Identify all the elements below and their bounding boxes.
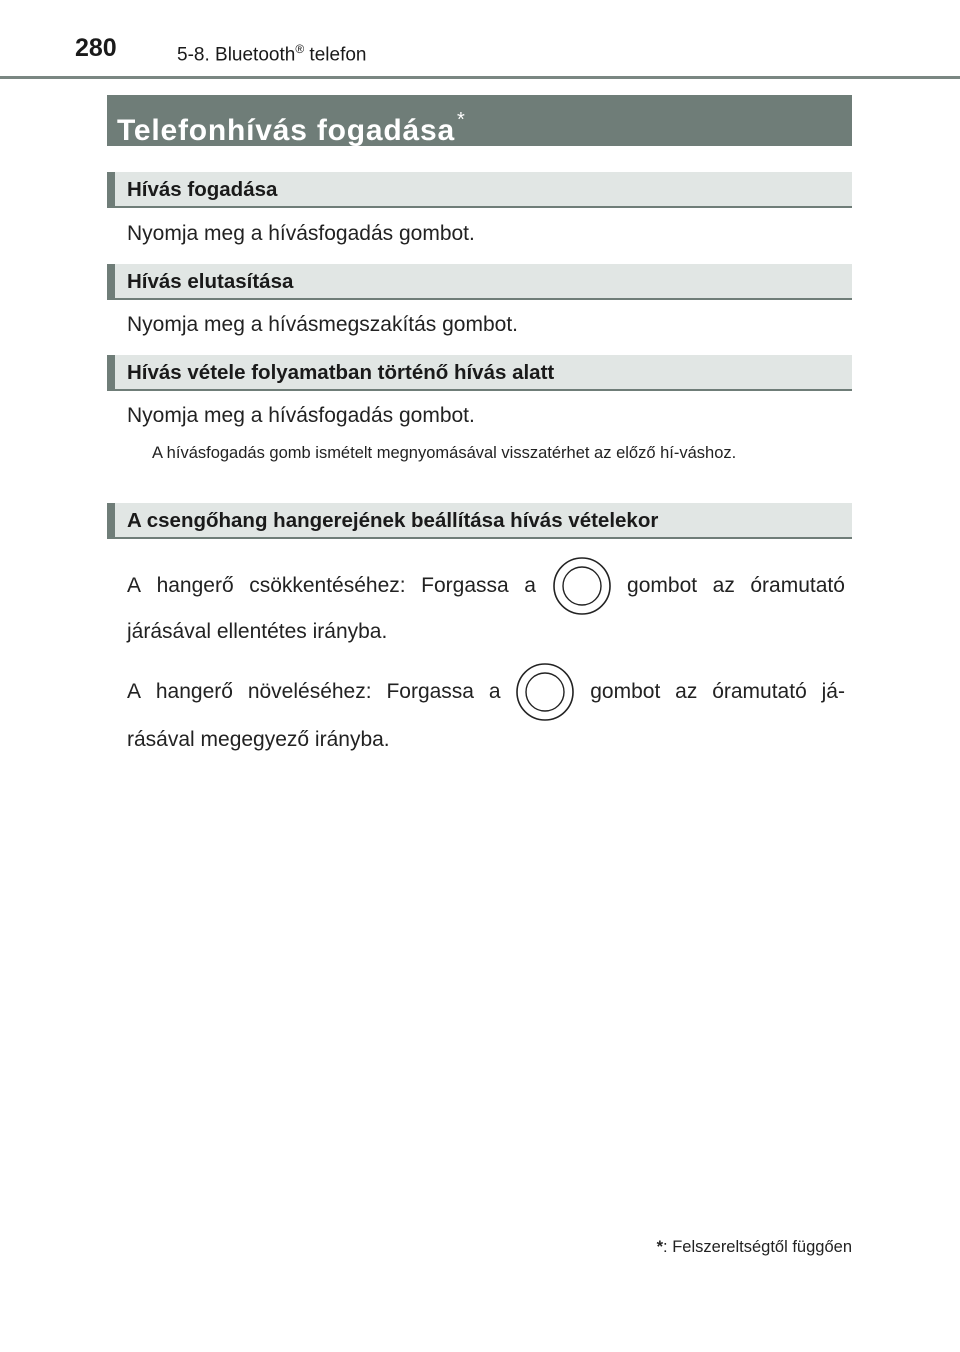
footnote: *: Felszereltségtől függően [656, 1238, 852, 1256]
page-number: 280 [75, 34, 117, 62]
page-header [0, 0, 960, 80]
volume-increase-continuation: rásával megegyező irányba. [127, 728, 390, 751]
subhead-answer-call: Hívás fogadása [107, 172, 852, 208]
volume-knob-icon [515, 662, 575, 722]
answer-call-text: Nyomja meg a hívásfogadás gombot. [127, 222, 475, 245]
call-waiting-note: A hívásfogadás gomb ismételt megnyomásával visszatérhet az előző hí-váshoz. [152, 444, 737, 462]
page-title: Telefonhívás fogadása * [107, 95, 852, 146]
volume-decrease-continuation: járásával ellentétes irányba. [127, 620, 388, 643]
title-asterisk: * [457, 109, 466, 131]
section-label: 5-8. Bluetooth® telefon [177, 42, 367, 66]
header-rule [0, 76, 960, 79]
subhead-call-waiting: Hívás vétele folyamatban történő hívás alatt [107, 355, 852, 391]
reject-call-text: Nyomja meg a hívásmegszakítás gombot. [127, 313, 519, 336]
subhead-reject-call: Hívás elutasítása [107, 264, 852, 300]
volume-decrease-line: A hangerő csökkentéséhez: Forgassa a gombot az óramutató [127, 556, 845, 616]
registered-mark: ® [295, 42, 305, 56]
call-waiting-text: Nyomja meg a hívásfogadás gombot. [127, 404, 475, 427]
footnote-asterisk: * [656, 1238, 664, 1256]
volume-knob-icon [552, 556, 612, 616]
subhead-ringtone-volume: A csengőhang hangerejének beállítása hívás vételekor [107, 503, 852, 539]
volume-increase-line: A hangerő növeléséhez: Forgassa a gombot az óramutató já- [127, 662, 845, 722]
